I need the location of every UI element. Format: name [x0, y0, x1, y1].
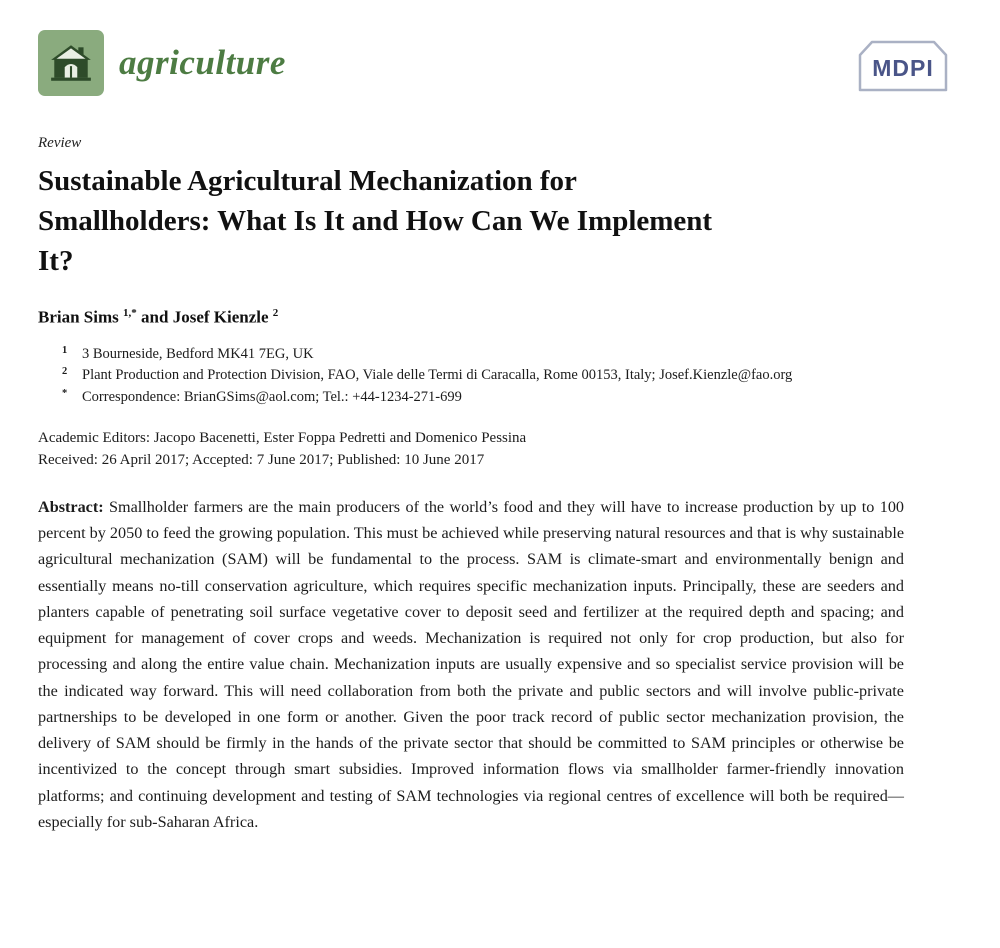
affiliation-marker: 1: [62, 344, 68, 356]
authors-line: [38, 307, 904, 328]
author-2-name: Josef Kienzle: [172, 307, 269, 327]
journal-name: agriculture: [119, 43, 286, 82]
academic-editors-line: Academic Editors: Jacopo Bacenetti, Ester Foppa Pedretti and Domenico Pessina: [38, 429, 527, 446]
affiliation-text: 3 Bourneside, Bedford MK41 7EG, UK: [82, 345, 314, 362]
affiliation-row: [38, 387, 904, 409]
abstract-paragraph: [38, 494, 904, 835]
author-1-superscript: 1,*: [123, 307, 137, 320]
mdpi-logo: [856, 38, 950, 99]
page-header: [38, 30, 962, 99]
dates-line: Received: 26 April 2017; Accepted: 7 June 2017; Published: 10 June 2017: [38, 452, 485, 469]
author-1-name: Brian Sims: [38, 307, 119, 327]
article-content: [38, 135, 904, 835]
affiliation-marker: 2: [62, 366, 68, 378]
abstract-label: Abstract:: [38, 497, 104, 516]
editorial-info: [38, 427, 904, 472]
agriculture-journal-logo-icon: [38, 30, 104, 96]
affiliation-row: [38, 344, 904, 366]
abstract-text: Smallholder farmers are the main producers of the world’s food and they will have to increase production by up to 100 percent by 2050 to feed the growing population. This must be achieved while preserving natural resources and that is why sustainable agricultural mechanization (SAM) will be fundamental to the process. SAM is climate-smart and environmentally benign and essentially means no-till conservation agriculture, which requires specific mechanization inputs. Principally, these are seeders and planters capable of penetrating soil surface vegetative cover to deposit seed and fertilizer at the required depth and spacing; and equipment for management of cover crops and weeds. Mechanization is required not only for crop production, but also for processing and along the entire value chain. Mechanization inputs are usually expensive and so specialist service provision will be the indicated way forward. This will need collaboration from both the private and public sectors and will involve public-private partnerships to be developed in one form or another. Given the poor track record of public sector mechanization provision, the delivery of SAM should be firmly in the hands of the private sector that should be committed to SAM principles or otherwise be incentivized to the concept through smart subsidies. Improved information flows via smallholder farmer-friendly innovation platforms; and continuing development and testing of SAM technologies via regional centres of excellence will both be required—especially for sub-Saharan Africa.: [38, 497, 905, 831]
barn-icon: [48, 40, 94, 86]
affiliations-list: [38, 344, 904, 409]
correspondence-text: Correspondence: BrianGSims@aol.com; Tel.: +44-1234-271-699: [82, 389, 462, 406]
affiliation-marker: *: [62, 388, 68, 400]
affiliation-text: Plant Production and Protection Division, FAO, Viale delle Termi di Caracalla, Rome 00153, Italy; Josef.Kienzle@fao.org: [82, 367, 793, 384]
article-type-label: Review: [38, 135, 82, 151]
article-title: Sustainable Agricultural Mechanization for Smallholders: What Is It and How Can We Implement It?: [38, 165, 713, 278]
authors-joiner: and: [141, 307, 173, 327]
affiliation-row: [38, 365, 904, 387]
author-2-superscript: 2: [272, 307, 279, 320]
journal-brand: [38, 30, 286, 96]
mdpi-logo-text: MDPI: [872, 55, 934, 81]
